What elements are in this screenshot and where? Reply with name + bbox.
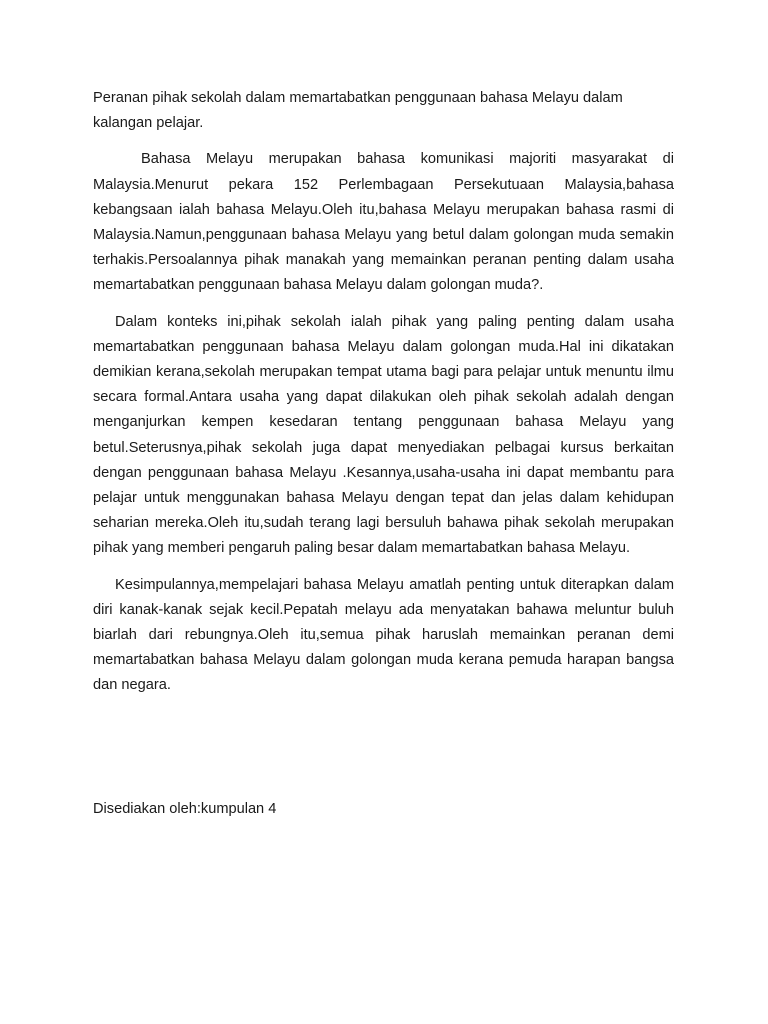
document-footer: Disediakan oleh:kumpulan 4 [93, 801, 277, 817]
paragraph-body: Dalam konteks ini,pihak sekolah ialah pihak yang paling penting dalam usaha memartabatkan penggunaan bahasa Melayu dalam golongan muda.Hal ini dikatakan demikian kerana,sekolah merupakan tempat utama bagi para pelajar untuk menuntu ilmu secara formal.Antara usaha yang dapat dilakukan oleh pihak sekolah adalah dengan menganjurkan kempen kesedaran tentang penggunaan bahasa Melayu yang betul.Seterusnya,pihak sekolah juga dapat menyediakan pelbagai kursus berkaitan dengan penggunaan bahasa Melayu .Kesannya,usaha-usaha ini dapat membantu para pelajar untuk menggunakan bahasa Melayu dengan tepat dan jelas dalam kehidupan seharian mereka.Oleh itu,sudah terang lagi bersuluh bahawa pihak sekolah merupakan pihak yang memberi pengaruh paling besar dalam memartabatkan bahasa Melayu. [93, 313, 674, 557]
document-title: Peranan pihak sekolah dalam memartabatkan penggunaan bahasa Melayu dalam kalangan pelajar. [93, 90, 623, 132]
paragraph-introduction: Bahasa Melayu merupakan bahasa komunikasi majoriti masyarakat di Malaysia.Menurut pekara 152 Perlembagaan Persekutuaan Malaysia,bahasa kebangsaan ialah bahasa Melayu.Oleh itu,bahasa Melayu merupakan bahasa rasmi di Malaysia.Namun,penggunaan bahasa Melayu yang betul dalam golongan muda semakin terhakis.Persoalannya pihak manakah yang memainkan peranan penting dalam usaha memartabatkan penggunaan bahasa Melayu dalam golongan muda?. [93, 151, 674, 294]
document-body [93, 86, 674, 710]
paragraph-conclusion: Kesimpulannya,mempelajari bahasa Melayu amatlah penting untuk diterapkan dalam diri kanak-kanak sejak kecil.Pepatah melayu ada menyatakan bahawa meluntur buluh biarlah dari rebungnya.Oleh itu,semua pihak haruslah memainkan peranan demi memartabatkan bahasa Melayu dalam golongan muda kerana pemuda harapan bangsa dan negara. [93, 576, 674, 694]
